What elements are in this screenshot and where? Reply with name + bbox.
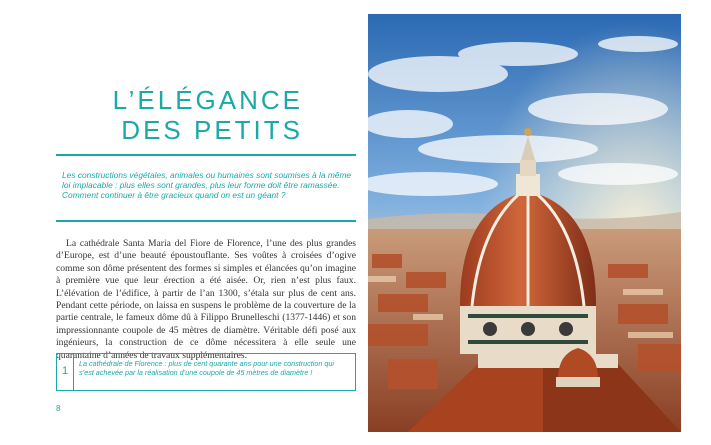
chapter-title-line-1: L’ÉLÉGANCE bbox=[112, 85, 303, 115]
intro-text: Les constructions végétales, animales ou humaines sont soumises à la même loi implacable : plus elles sont grandes, plus leur forme doit être ramassée. Comment continuer à être gracieux quand on est un géant ? bbox=[62, 170, 352, 201]
figure-number: 1 bbox=[57, 354, 74, 390]
intro-top-rule bbox=[56, 154, 356, 156]
chapter-title bbox=[113, 85, 303, 145]
intro-bottom-rule bbox=[56, 220, 356, 222]
body-paragraph: La cathédrale Santa Maria del Fiore de Florence, l’une des plus grandes d’Europe, est d’une beauté époustouflante. Ses voûtes à croisées d’ogive comme son dôme présentent des formes si simples et élancées qu’on imagine à première vue que leur érection a été aisée. Or, rien n’est plus faux. L’élévation de l’édifice, à partir de l’an 1300, s’étala sur plus de cent ans. Pendant cette période, on laissa en suspens le problème de la couverture de la partie centrale, le fameux dôme dû à Filippo Brunelleschi (1377-1446) et son impressionnante coupole de 45 mètres de diamètre. Véritable défi posé aux ingénieurs, la construction de ce dôme nécessitera à elle seule une quarantaine d’années de travaux supplémentaires. bbox=[56, 238, 356, 361]
florence-cathedral-photo bbox=[368, 14, 681, 432]
page-number: 8 bbox=[56, 404, 61, 413]
figure-caption-box bbox=[56, 353, 356, 391]
figure-caption-text: La cathédrale de Florence : plus de cent quarante ans pour une construction qui s’est achevée par la réalisation d’une coupole de 45 mètres de diamètre ! bbox=[79, 359, 334, 378]
chapter-title-line-2: DES PETITS bbox=[121, 115, 303, 145]
